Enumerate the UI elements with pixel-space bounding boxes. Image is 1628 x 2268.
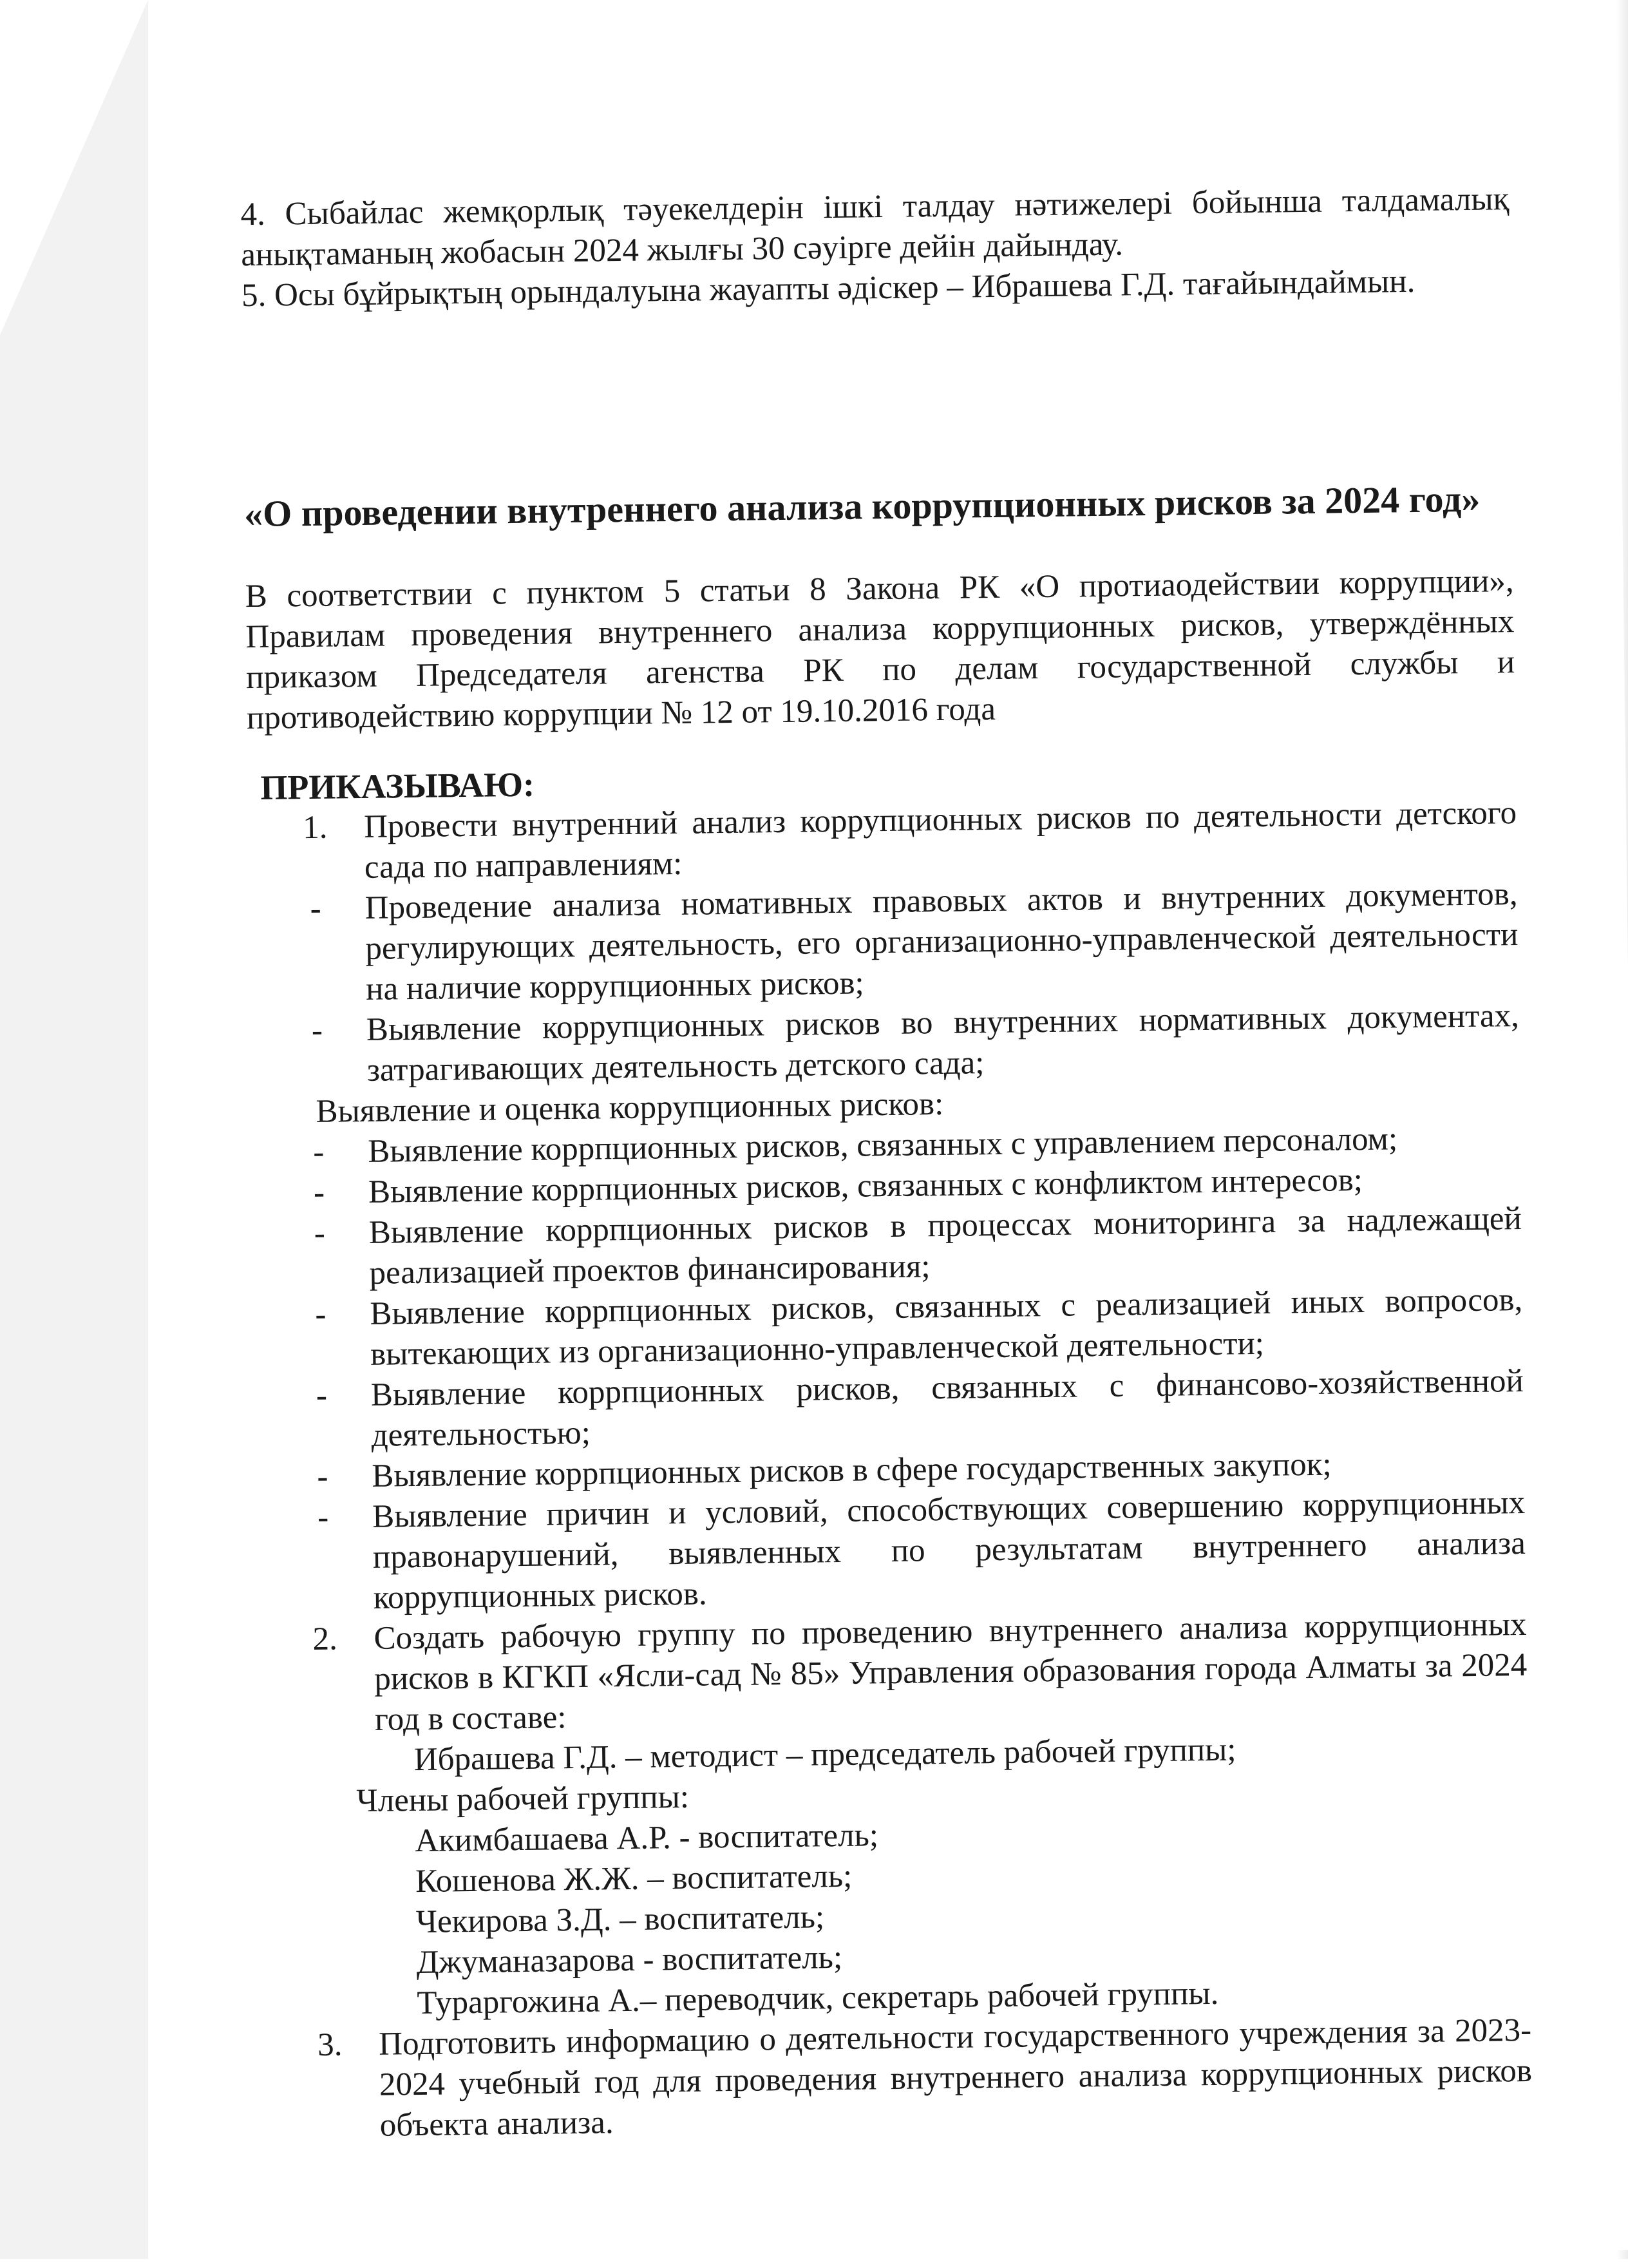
- risk-text: Выявление коррпционных рисков, связанных с конфликтом интересов;: [368, 1162, 1363, 1210]
- order-title: «О проведении внутреннего анализа коррупционных рисков за 2024 год»: [243, 477, 1481, 535]
- direction-text: Выявление коррупционных рисков во внутренних нормативных документах, затрагивающих деятельность детского сада;: [366, 998, 1520, 1089]
- kazakh-item-5: 5. Осы бұйрықтың орындалуына жауапты әдіскер – Ибрашева Г.Д. тағайындаймын.: [241, 263, 1415, 314]
- direction-text: Проведение анализа номативных правовых актов и внутренних документов, регулирующих деятельность, его организационно-управленческой деятельности на наличие коррупционных рисков;: [364, 876, 1519, 1007]
- group-member: Тураргожина А.– переводчик, секретарь рабочей группы.: [417, 1975, 1219, 2022]
- risk-item: [252, 1199, 1522, 1295]
- risk-item: [256, 1483, 1526, 1620]
- dash-marker: -: [317, 1499, 329, 1536]
- risk-heading: Выявление и оценка коррупционных рисков:: [316, 1085, 944, 1130]
- intro-paragraph: В соответствии с пунктом 5 статьи 8 Закона РК «О протиаодействии коррупции», Правилам проведения внутреннего анализа коррупционных рисков, утверждённых приказом Председателя агенства РК по делам государственной службы и противодействию коррупции № 12 от 19.10.2016 года: [245, 563, 1515, 737]
- scan-shadow: [0, 0, 148, 2259]
- risk-item: [254, 1280, 1523, 1377]
- direction-item: [249, 874, 1519, 1011]
- item-number: 1.: [302, 809, 328, 846]
- dash-marker: -: [310, 890, 322, 927]
- group-member: Акимбашаева А.Р. - воспитатель;: [415, 1817, 879, 1860]
- item-text: Создать рабочую группу по проведению внутреннего анализа коррупционных рисков в КГКП «Ясли-сад № 85» Управления образования города Алматы за 2024 год в составе:: [374, 1606, 1528, 1738]
- item-text: Подготовить информацию о деятельности государственного учреждения за 2023-2024 учебный год для проведения внутреннего анализа коррупционных рисков объекта анализа.: [378, 2012, 1533, 2144]
- risk-item: [255, 1361, 1524, 1458]
- item-text: Провести внутренний анализ коррупционных рисков по деятельности детского сада по направлениям:: [363, 795, 1517, 886]
- document-page: [148, 17, 1628, 2268]
- dash-marker: -: [317, 1458, 328, 1495]
- risk-text: Выявление коррпционных рисков в процессах мониторинга за надлежащей реализацией проектов финансирования;: [368, 1201, 1522, 1291]
- dash-marker: -: [315, 1296, 327, 1333]
- item-number: 2.: [312, 1621, 338, 1657]
- document-body: [240, 179, 1533, 2148]
- risk-text: Выявление причин и условий, способствующих совершению коррупционных правонарушений, выявленных по результатам внутреннего анализа коррупционных рисков.: [372, 1484, 1526, 1616]
- dash-marker: -: [316, 1377, 328, 1414]
- risk-text: Выявление коррпционных рисков, связанных с управлением персоналом;: [367, 1121, 1398, 1170]
- item-number: 3.: [317, 2026, 343, 2063]
- group-member: Кошенова Ж.Ж. – воспитатель;: [415, 1858, 853, 1900]
- dash-marker: -: [314, 1215, 326, 1252]
- risk-text: Выявление коррпционных рисков, связанных с финансово-хозяйственной деятельностью;: [370, 1362, 1524, 1454]
- risk-text: Выявление коррпционных рисков в сфере государственных закупок;: [372, 1446, 1332, 1494]
- members-label: Члены рабочей группы:: [356, 1778, 690, 1820]
- risk-text: Выявление коррпционных рисков, связанных с реализацией иных вопросов, вытекающих из организационно-управленческой деятельности;: [370, 1282, 1523, 1373]
- order-heading: ПРИКАЗЫВАЮ:: [260, 765, 535, 807]
- dash-marker: -: [311, 1012, 323, 1049]
- group-member: Чекирова З.Д. – воспитатель;: [415, 1899, 825, 1941]
- order-item-1: [248, 793, 1517, 890]
- order-item-2: [258, 1605, 1528, 1742]
- order-item-3: [263, 2010, 1533, 2148]
- group-member: Джуманазарова - воспитатель;: [416, 1939, 843, 1981]
- group-chair: Ибрашева Г.Д. – методист – председатель рабочей группы;: [413, 1731, 1236, 1778]
- dash-marker: -: [313, 1174, 325, 1211]
- dash-marker: -: [312, 1134, 325, 1170]
- kazakh-item-4: 4. Сыбайлас жемқорлық тәуекелдерін ішкі талдау нәтижелері бойынша талдамалық анықтаманың жобасын 2024 жылғы 30 сәуірге дейін дайындау.: [240, 181, 1510, 274]
- direction-item: [251, 996, 1520, 1092]
